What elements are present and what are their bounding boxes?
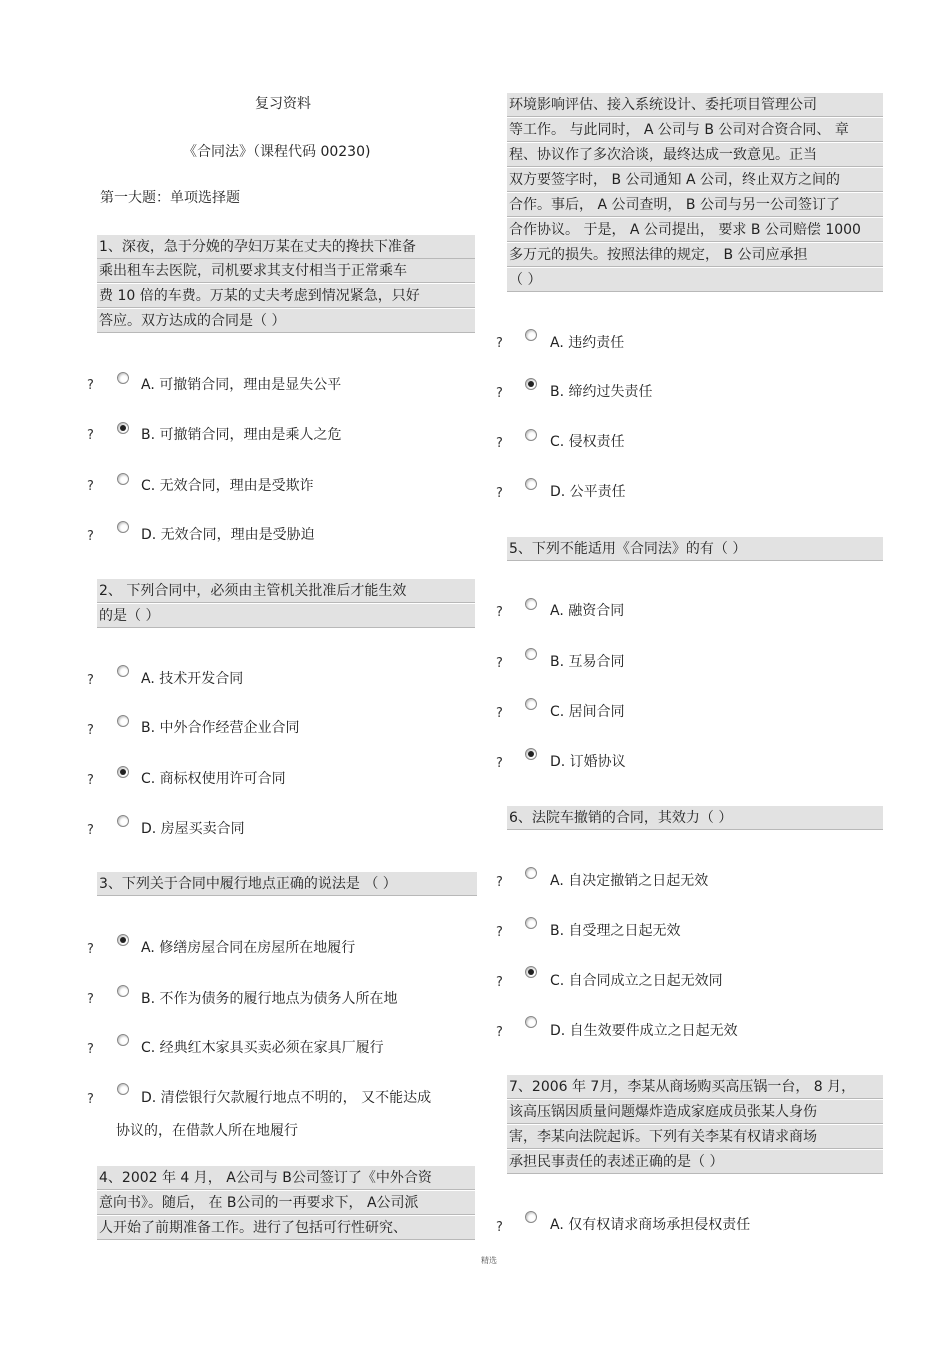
question-text-line: 乘出租车去医院，司机要求其支付相当于正常乘车	[97, 259, 475, 283]
radio-option-b[interactable]	[117, 985, 129, 997]
radio-option-d[interactable]	[117, 1083, 129, 1095]
question-text-line: 2、 下列合同中，必须由主管机关批准后才能生效	[97, 579, 475, 603]
option-label: D. 自生效要件成立之日起无效	[550, 1023, 738, 1039]
bullet-marker: ?	[496, 1220, 503, 1235]
option-label: C. 商标权使用许可合同	[141, 771, 286, 787]
option-label: A. 可撤销合同，理由是显失公平	[141, 377, 342, 393]
option-label: A. 融资合同	[550, 603, 625, 619]
radio-option-c[interactable]	[525, 966, 537, 978]
radio-option-c[interactable]	[525, 698, 537, 710]
question-text-line: 环境影响评估、接入系统设计、委托项目管理公司	[507, 93, 883, 117]
radio-option-a[interactable]	[525, 867, 537, 879]
bullet-marker: ?	[87, 673, 94, 688]
radio-option-c[interactable]	[117, 766, 129, 778]
radio-option-a[interactable]	[117, 372, 129, 384]
question-text-line: 的是（ ）	[97, 604, 475, 628]
option-label: B. 可撤销合同，理由是乘人之危	[141, 427, 342, 443]
question-text-line: 4、2002 年 4 月， A公司与 B公司签订了《中外合资	[97, 1166, 475, 1190]
option-label: D. 无效合同，理由是受胁迫	[141, 527, 315, 543]
bullet-marker: ?	[496, 975, 503, 990]
option-label: D. 房屋买卖合同	[141, 821, 245, 837]
radio-option-b[interactable]	[117, 422, 129, 434]
radio-option-b[interactable]	[525, 378, 537, 390]
option-label: A. 自决定撤销之日起无效	[550, 873, 709, 889]
question-text-line: 7、2006 年 7月，李某从商场购买高压锅一台， 8 月，	[507, 1075, 883, 1099]
question-text-line: 该高压锅因质量问题爆炸造成家庭成员张某人身伤	[507, 1100, 883, 1124]
bullet-marker: ?	[496, 925, 503, 940]
bullet-marker: ?	[87, 942, 94, 957]
question-text-line: 等工作。 与此同时， A 公司与 B 公司对合资合同、 章	[507, 118, 883, 142]
question-text-line: 合作。事后， A 公司查明， B 公司与另一公司签订了	[507, 193, 883, 217]
bullet-marker: ?	[496, 386, 503, 401]
option-label: A. 技术开发合同	[141, 671, 244, 687]
bullet-marker: ?	[87, 773, 94, 788]
question-text-line: 人开始了前期准备工作。进行了包括可行性研究、	[97, 1216, 475, 1240]
bullet-marker: ?	[87, 823, 94, 838]
bullet-marker: ?	[87, 479, 94, 494]
question-text-line: 意向书》。随后， 在 B公司的一再要求下， A公司派	[97, 1191, 475, 1215]
question-text-line: 5、下列不能适用《合同法》的有（ ）	[507, 537, 883, 561]
option-label: B. 互易合同	[550, 654, 625, 670]
option-label: B. 自受理之日起无效	[550, 923, 681, 939]
bullet-marker: ?	[87, 1092, 94, 1107]
radio-option-b[interactable]	[525, 648, 537, 660]
bullet-marker: ?	[496, 605, 503, 620]
bullet-marker: ?	[496, 436, 503, 451]
bullet-marker: ?	[87, 1042, 94, 1057]
radio-option-d[interactable]	[117, 815, 129, 827]
bullet-marker: ?	[496, 875, 503, 890]
radio-option-b[interactable]	[117, 715, 129, 727]
document-title: 复习资料	[255, 96, 311, 112]
question-text-line: 承担民事责任的表述正确的是（ ）	[507, 1150, 883, 1174]
bullet-marker: ?	[496, 756, 503, 771]
course-title: 《合同法》（课程代码 00230)	[183, 144, 371, 160]
question-text-line: 害，李某向法院起诉。下列有关李某有权请求商场	[507, 1125, 883, 1149]
question-text-line: 6、法院车撤销的合同，其效力（ ）	[507, 806, 883, 830]
option-label: D. 清偿银行欠款履行地点不明的， 又不能达成	[141, 1090, 432, 1106]
option-label: B. 中外合作经营企业合同	[141, 720, 300, 736]
option-label: B. 缔约过失责任	[550, 384, 653, 400]
bullet-marker: ?	[87, 992, 94, 1007]
question-text-line: 3、下列关于合同中履行地点正确的说法是 （ ）	[97, 872, 477, 896]
radio-option-d[interactable]	[525, 478, 537, 490]
question-text-line: 合作协议。 于是， A 公司提出， 要求 B 公司赔偿 1000	[507, 218, 883, 242]
question-text-line: 答应。双方达成的合同是（ ）	[97, 309, 475, 333]
option-label: C. 经典红木家具买卖必须在家具厂履行	[141, 1040, 384, 1056]
radio-option-a[interactable]	[525, 598, 537, 610]
radio-option-d[interactable]	[117, 521, 129, 533]
radio-option-a[interactable]	[117, 934, 129, 946]
option-label: D. 公平责任	[550, 484, 626, 500]
question-text-line: 1、深夜，急于分娩的孕妇万某在丈夫的搀扶下准备	[97, 235, 475, 259]
radio-option-c[interactable]	[525, 429, 537, 441]
option-label: B. 不作为债务的履行地点为债务人所在地	[141, 991, 398, 1007]
question-text-line: 费 10 倍的车费。万某的丈夫考虑到情况紧急，只好	[97, 284, 475, 308]
section-heading: 第一大题：单项选择题	[100, 190, 240, 206]
radio-option-b[interactable]	[525, 917, 537, 929]
radio-option-d[interactable]	[525, 748, 537, 760]
bullet-marker: ?	[496, 486, 503, 501]
radio-option-c[interactable]	[117, 473, 129, 485]
bullet-marker: ?	[87, 529, 94, 544]
question-text-line: 双方要签字时， B 公司通知 A 公司，终止双方之间的	[507, 168, 883, 192]
option-label-continuation: 协议的，在借款人所在地履行	[116, 1123, 298, 1139]
radio-option-c[interactable]	[117, 1034, 129, 1046]
option-label: A. 违约责任	[550, 335, 625, 351]
bullet-marker: ?	[496, 336, 503, 351]
option-label: C. 侵权责任	[550, 434, 625, 450]
bullet-marker: ?	[496, 656, 503, 671]
option-label: A. 仅有权请求商场承担侵权责任	[550, 1217, 751, 1233]
option-label: C. 自合同成立之日起无效同	[550, 973, 723, 989]
option-label: C. 无效合同，理由是受欺诈	[141, 478, 314, 494]
bullet-marker: ?	[87, 723, 94, 738]
radio-option-a[interactable]	[525, 1211, 537, 1223]
page-footer: 精选	[481, 1256, 497, 1265]
bullet-marker: ?	[496, 706, 503, 721]
question-text-line: 多万元的损失。按照法律的规定， B 公司应承担	[507, 243, 883, 267]
question-text-line: （ ）	[507, 268, 883, 292]
option-label: C. 居间合同	[550, 704, 625, 720]
bullet-marker: ?	[87, 428, 94, 443]
option-label: D. 订婚协议	[550, 754, 626, 770]
radio-option-d[interactable]	[525, 1016, 537, 1028]
radio-option-a[interactable]	[117, 665, 129, 677]
bullet-marker: ?	[496, 1025, 503, 1040]
bullet-marker: ?	[87, 378, 94, 393]
radio-option-a[interactable]	[525, 329, 537, 341]
question-text-line: 程、协议作了多次洽谈，最终达成一致意见。正当	[507, 143, 883, 167]
option-label: A. 修缮房屋合同在房屋所在地履行	[141, 940, 356, 956]
